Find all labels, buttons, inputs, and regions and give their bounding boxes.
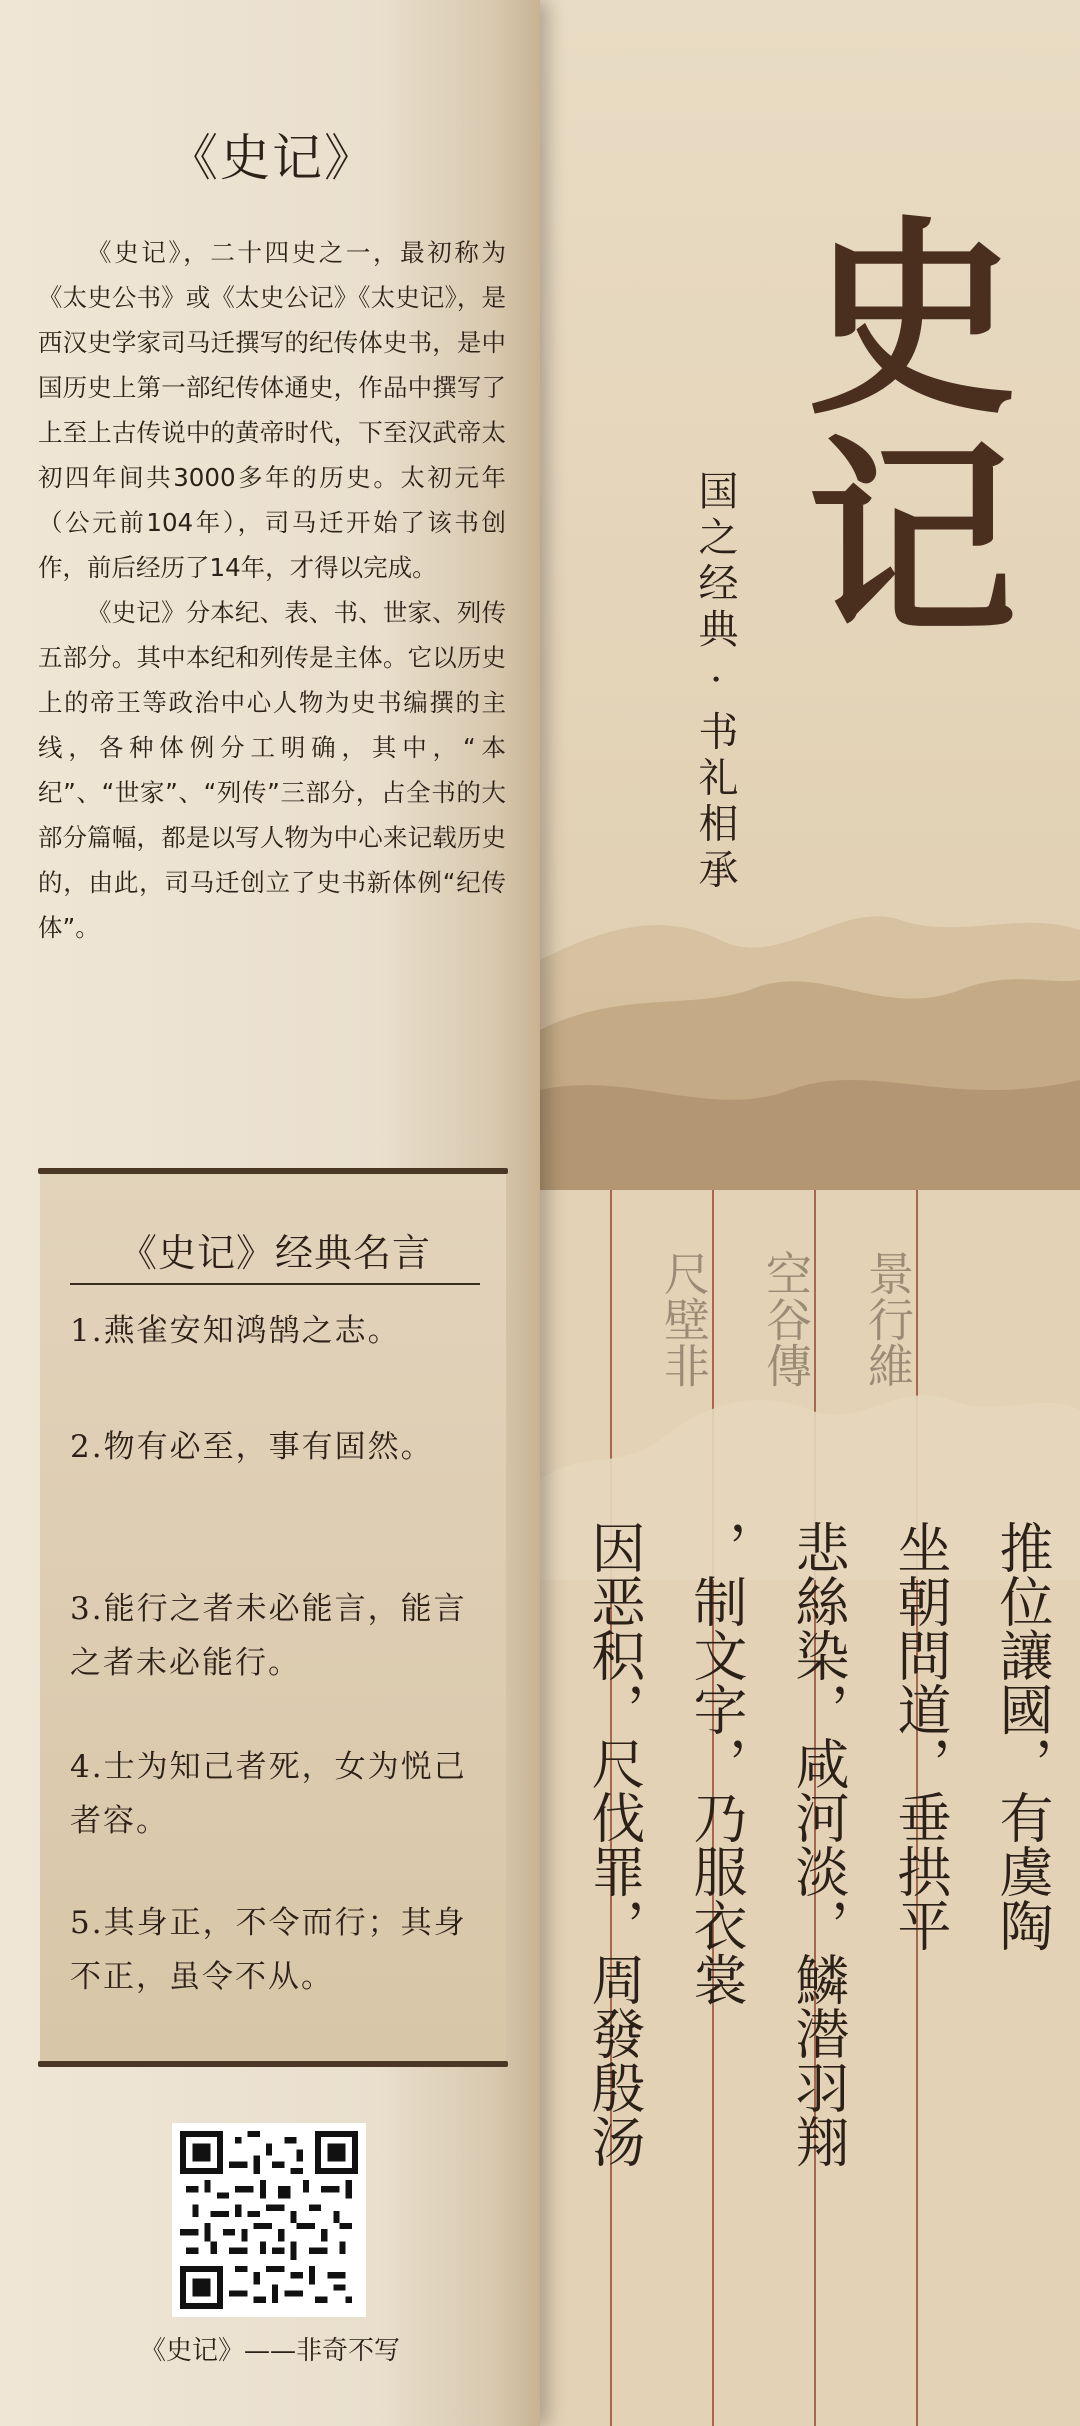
scroll-background <box>540 1190 1080 2426</box>
quote-item: 3.能行之者未必能言，能言之者未必能行。 <box>70 1591 467 1681</box>
scroll-text: 坐朝問道，垂拱平 <box>889 1520 952 1952</box>
quotes-title: 《史记》经典名言 <box>70 1222 480 1285</box>
cover-char-2: 记 <box>806 416 1017 663</box>
intro-paragraph-2: 《史记》分本纪、表、书、世家、列传五部分。其中本纪和列传是主体。它以历史上的帝王等政治中心人物为史书编撰的主线，各种体例分工明确，其中，“本纪”、“世家”、“列传”三部分，占全书的大部分篇幅，都是以写人物为中心来记载历史的，由此，司马迁创立了史书新体例“纪传体”。 <box>38 598 506 942</box>
scroll-text: 悲絲染，咸河淡，鱗潜羽翔 <box>787 1520 850 2168</box>
scroll-faded-text: 空谷傳 <box>759 1250 813 1388</box>
cover-panel <box>540 0 1080 2426</box>
cover-title <box>772 196 1052 663</box>
quote-item: 1.燕雀安知鸿鹄之志。 <box>70 1313 401 1349</box>
cover-char-1: 史 <box>806 196 1017 443</box>
scroll-faded-text: 尺壁非 <box>657 1250 711 1388</box>
scroll-text: ，制文字，乃服衣裳 <box>685 1520 748 2006</box>
qr-code[interactable] <box>172 2123 366 2317</box>
scroll-text: 因恶积，尺伐罪，周發殷汤 <box>583 1520 646 2168</box>
quote-item: 5.其身正，不令而行；其身不正，虽令不从。 <box>70 1905 467 1995</box>
quote-item: 4.士为知己者死，女为悦己者容。 <box>70 1749 467 1839</box>
cover-subtitle: 国之经典 · 书礼相承 <box>692 470 738 895</box>
intro-body <box>38 230 506 950</box>
scroll-faded-text: 景行維 <box>861 1250 915 1388</box>
intro-paragraph-1: 《史记》，二十四史之一，最初称为《太史公书》或《太史公记》《太史记》，是西汉史学家司马迁撰写的纪传体史书，是中国历史上第一部纪传体通史，作品中撰写了上至上古传说中的黄帝时代，下至汉武帝太初四年间共3000多年的历史。太初元年（公元前104年），司马迁开始了该书创作，前后经历了14年，才得以完成。 <box>38 238 506 582</box>
divider-bottom <box>38 2061 508 2067</box>
intro-title: 《史记》 <box>168 129 376 187</box>
quotes-panel <box>40 1174 506 2061</box>
quote-item: 2.物有必至，事有固然。 <box>70 1429 434 1465</box>
qr-caption: 《史记》——非奇不写 <box>139 2336 400 2366</box>
scroll-text: 推位讓國，有虞陶 <box>991 1520 1054 1952</box>
qr-code-icon <box>180 2131 358 2309</box>
mountain-illustration <box>540 820 1080 1240</box>
